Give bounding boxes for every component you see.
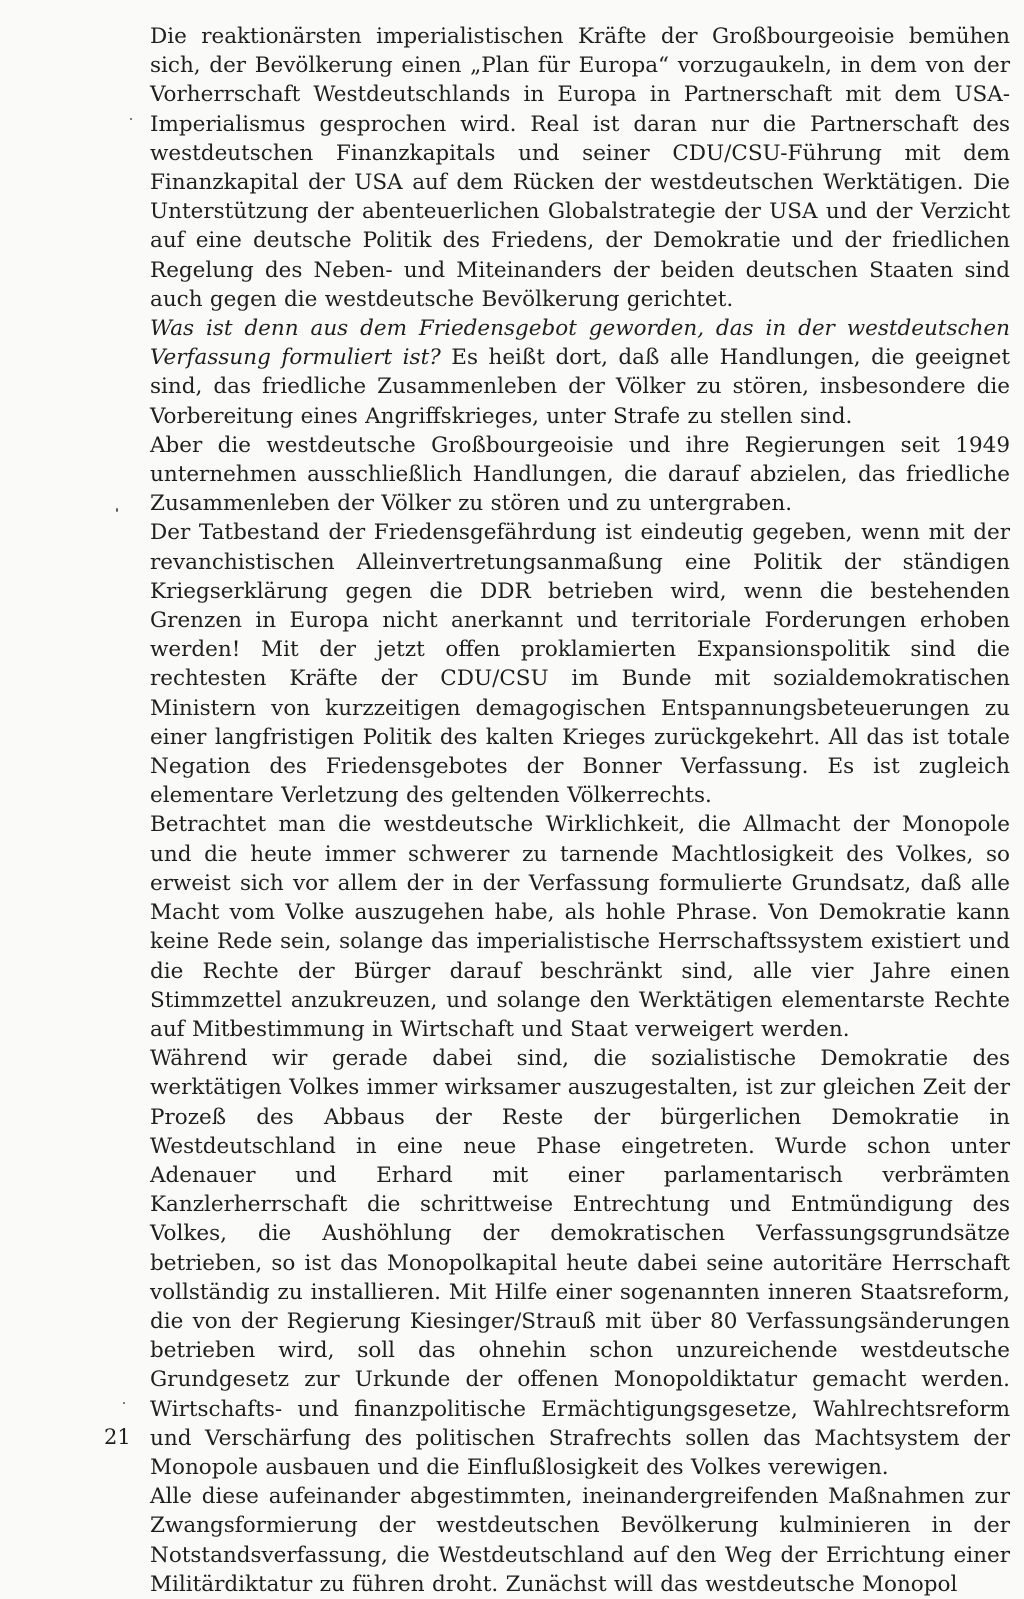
paragraph-7-text: Alle diese aufeinander abgestimmten, ineinandergreifenden Maßnahmen zur Zwangsformierung der westdeutschen Bevölkerung kulminieren in der Notstandsverfassung, die Westdeutschland auf den Weg der Errichtung einer Militärdiktatur zu führen droht. Zunächst will das westdeutsche Monopol — [150, 1484, 1010, 1597]
body-text — [150, 22, 1010, 1599]
paragraph-2-text: Es heißt dort, daß alle Handlungen, die geeignet sind, das friedliche Zusammenleben der Völker zu stören, insbesondere die Vorbereitung eines Angriffskrieges, unter Strafe zu stellen sind. — [150, 345, 1010, 429]
paragraph-2-italic: Was ist denn aus dem Friedensgebot geworden, das in der westdeutschen Verfassung formuliert ist? — [150, 316, 1010, 371]
paragraph-7 — [150, 1482, 1010, 1599]
paragraph-5-text: Betrachtet man die westdeutsche Wirklichkeit, die Allmacht der Monopole und die heute immer schwerer zu tarnende Machtlosigkeit des Volkes, so erweist sich vor allem der in der Verfassung formulierte Grundsatz, daß alle Macht vom Volke auszugehen habe, als hohle Phrase. Von Demokratie kann keine Rede sein, solange das imperialistische Herrschaftssystem existiert und die Rechte der Bürger darauf beschränkt sind, alle vier Jahre einen Stimmzettel anzukreuzen, und solange den Werktätigen elementarste Rechte auf Mitbestimmung in Wirtschaft und Staat verweigert werden. — [150, 812, 1010, 1042]
scan-speck — [116, 508, 118, 512]
paragraph-6-text: Während wir gerade dabei sind, die sozialistische Demokratie des werktätigen Volkes immer wirksamer auszugestalten, ist zur gleichen Zeit der Prozeß des Abbaus der Reste der bürgerlichen Demokratie in Westdeutschland in eine neue Phase eingetreten. Wurde schon unter Adenauer und Erhard mit einer parlamentarisch verbrämten Kanzlerherrschaft die schrittweise Entrechtung und Entmündigung des Volkes, die Aushöhlung der demokratischen Verfassungsgrundsätze betrieben, so ist das Monopolkapital heute dabei seine autoritäre Herrschaft vollständig zu installieren. Mit Hilfe einer sogenannten inneren Staatsreform, die von der Regierung Kiesinger/Strauß mit über 80 Verfassungsänderungen betrieben wird, soll das ohnehin schon unzureichende westdeutsche Grundgesetz zur Urkunde der offenen Monopoldiktatur gemacht werden. Wirtschafts- und finanzpolitische Ermächtigungsgesetze, Wahlrechtsreform und Verschärfung des politischen Strafrechts sollen das Machtsystem der Monopole ausbauen und die Einflußlosigkeit des Volkes verewigen. — [150, 1046, 1010, 1480]
paragraph-2 — [150, 314, 1010, 431]
page-number: 21 — [104, 1425, 131, 1449]
paragraph-4-text: Der Tatbestand der Friedensgefährdung ist eindeutig gegeben, wenn mit der revanchistischen Alleinvertretungsanmaßung eine Politik der ständigen Kriegserklärung gegen die DDR betrieben wird, wenn die bestehenden Grenzen in Europa nicht anerkannt und territoriale Forderungen erhoben werden! Mit der jetzt offen proklamierten Expansionspolitik sind die rechtesten Kräfte der CDU/CSU im Bunde mit sozialdemokratischen Ministern von kurzzeitigen demagogischen Entspannungsbeteuerungen zu einer langfristigen Politik des kalten Krieges zurückgekehrt. All das ist totale Negation des Friedensgebotes der Bonner Verfassung. Es ist zugleich elementare Verletzung des geltenden Völkerrechts. — [150, 520, 1010, 809]
paragraph-3-text: Aber die westdeutsche Großbourgeoisie und ihre Regierungen seit 1949 unternehmen ausschließlich Handlungen, die darauf abzielen, das friedliche Zusammenleben der Völker zu stören und zu untergraben. — [150, 432, 1010, 517]
scan-speck — [130, 118, 132, 120]
paragraph-3 — [150, 431, 1010, 519]
paragraph-5 — [150, 810, 1010, 1044]
paragraph-4 — [150, 518, 1010, 810]
paragraph-6 — [150, 1044, 1010, 1482]
paragraph-1 — [150, 22, 1010, 314]
paragraph-1-text: Die reaktionärsten imperialistischen Kräfte der Großbourgeoisie bemühen sich, der Bevölkerung einen „Plan für Europa“ vorzugaukeln, in dem von der Vorherrschaft Westdeutschlands in Europa in Partnerschaft mit dem USA-Imperialismus gesprochen wird. Real ist daran nur die Partnerschaft des westdeutschen Finanzkapitals und seiner CDU/CSU-Führung mit dem Finanzkapital der USA auf dem Rücken der westdeutschen Werktätigen. Die Unterstützung der abenteuerlichen Globalstrategie der USA und der Verzicht auf eine deutsche Politik des Friedens, der Demokratie und der friedlichen Regelung des Neben- und Miteinanders der beiden deutschen Staaten sind auch gegen die westdeutsche Bevölkerung gerichtet. — [150, 24, 1010, 312]
scan-speck — [123, 1402, 125, 1404]
